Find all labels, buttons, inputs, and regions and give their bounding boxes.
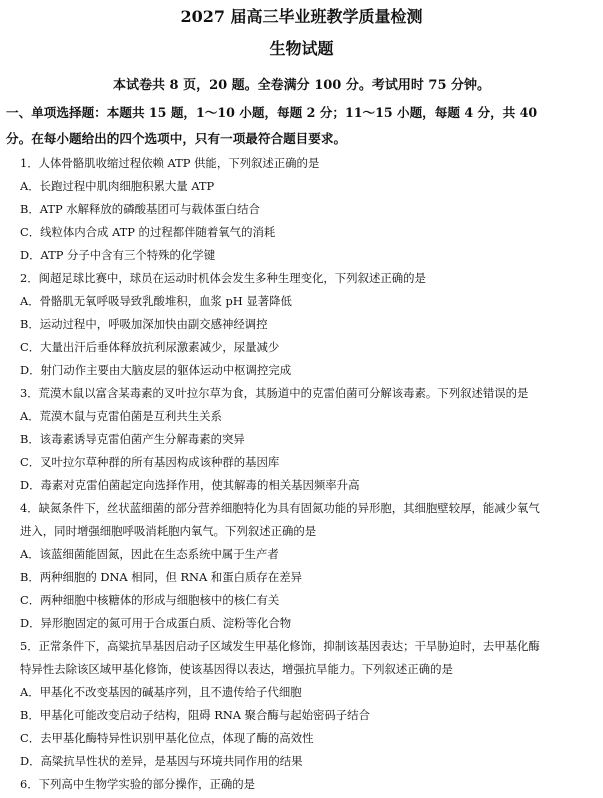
question-4-stem-line2: 进入，同时增强细胞呼吸消耗胞内氧气。下列叙述正确的是	[20, 524, 317, 538]
question-1-option-c: C．线粒体内合成 ATP 的过程都伴随着氧气的消耗	[20, 225, 276, 239]
question-2-option-a: A．骨骼肌无氧呼吸导致乳酸堆积，血浆 pH 显著降低	[20, 294, 292, 308]
subject-title: 生物试题	[269, 39, 334, 58]
question-3-option-a: A．荒漠木鼠与克雷伯菌是互利共生关系	[20, 409, 222, 423]
question-1-option-b: B．ATP 水解释放的磷酸基团可与载体蛋白结合	[20, 202, 260, 216]
question-2-option-b: B．运动过程中，呼吸加深加快由副交感神经调控	[20, 317, 268, 331]
question-3-stem: 3．荒漠木鼠以富含某毒素的叉叶拉尔草为食，其肠道中的克雷伯菌可分解该毒素。下列叙述错误的是	[20, 386, 529, 400]
question-5-stem-line2: 特异性去除该区域甲基化修饰，使该基因得以表达，增强抗旱能力。下列叙述正确的是	[20, 662, 453, 676]
question-4-option-c: C．两种细胞中核糖体的形成与细胞核中的核仁有关	[20, 593, 280, 607]
question-5-option-b: B．甲基化可能改变启动子结构，阻碍 RNA 聚合酶与起始密码子结合	[20, 708, 370, 722]
section-heading-line2: 分。在每小题给出的四个选项中，只有一项最符合题目要求。	[6, 131, 347, 146]
question-5-option-c: C．去甲基化酶特异性识别甲基化位点，体现了酶的高效性	[20, 731, 314, 745]
question-1-stem: 1．人体骨骼肌收缩过程依赖 ATP 供能，下列叙述正确的是	[20, 156, 320, 170]
question-5-option-a: A．甲基化不改变基因的碱基序列，且不遗传给子代细胞	[20, 685, 302, 699]
question-1-option-d: D．ATP 分子中含有三个特殊的化学键	[20, 248, 216, 262]
question-3-option-b: B．该毒素诱导克雷伯菌产生分解毒素的突异	[20, 432, 245, 446]
question-3-option-c: C．叉叶拉尔草种群的所有基因构成该种群的基因库	[20, 455, 280, 469]
question-4-option-a: A．该蓝细菌能固氮，因此在生态系统中属于生产者	[20, 547, 279, 561]
question-6-stem: 6．下列高中生物学实验的部分操作，正确的是	[20, 777, 256, 791]
question-2-option-c: C．大量出汗后垂体释放抗利尿激素减少，尿量减少	[20, 340, 280, 354]
question-1-option-a: A．长跑过程中肌肉细胞积累大量 ATP	[20, 179, 215, 193]
question-4-option-d: D．异形胞固定的氮可用于合成蛋白质、淀粉等化合物	[20, 616, 292, 630]
exam-title: 2027 届高三毕业班教学质量检测	[180, 7, 423, 26]
exam-info: 本试卷共 8 页，20 题。全卷满分 100 分。考试用时 75 分钟。	[112, 78, 491, 93]
question-3-option-d: D．毒素对克雷伯菌起定向选择作用，使其解毒的相关基因频率升高	[20, 478, 360, 492]
question-5-option-d: D．高粱抗旱性状的差异，是基因与环境共同作用的结果	[20, 754, 303, 768]
section-heading-line1: 一、单项选择题：本题共 15 题，1～10 小题，每题 2 分；11～15 小题，每题 4 分，共 40	[6, 105, 538, 120]
question-4-stem-line1: 4．缺氮条件下，丝状蓝细菌的部分营养细胞特化为具有固氮功能的异形胞，其细胞壁较厚，能减少氧气	[20, 501, 540, 515]
question-5-stem-line1: 5．正常条件下，高粱抗旱基因启动子区域发生甲基化修饰，抑制该基因表达；干旱胁迫时，去甲基化酶	[20, 639, 540, 653]
question-2-option-d: D．射门动作主要由大脑皮层的躯体运动中枢调控完成	[20, 363, 292, 377]
question-2-stem: 2．闽超足球比赛中，球员在运动时机体会发生多种生理变化，下列叙述正确的是	[20, 271, 426, 285]
question-4-option-b: B．两种细胞的 DNA 相同，但 RNA 和蛋白质存在差异	[20, 570, 302, 584]
